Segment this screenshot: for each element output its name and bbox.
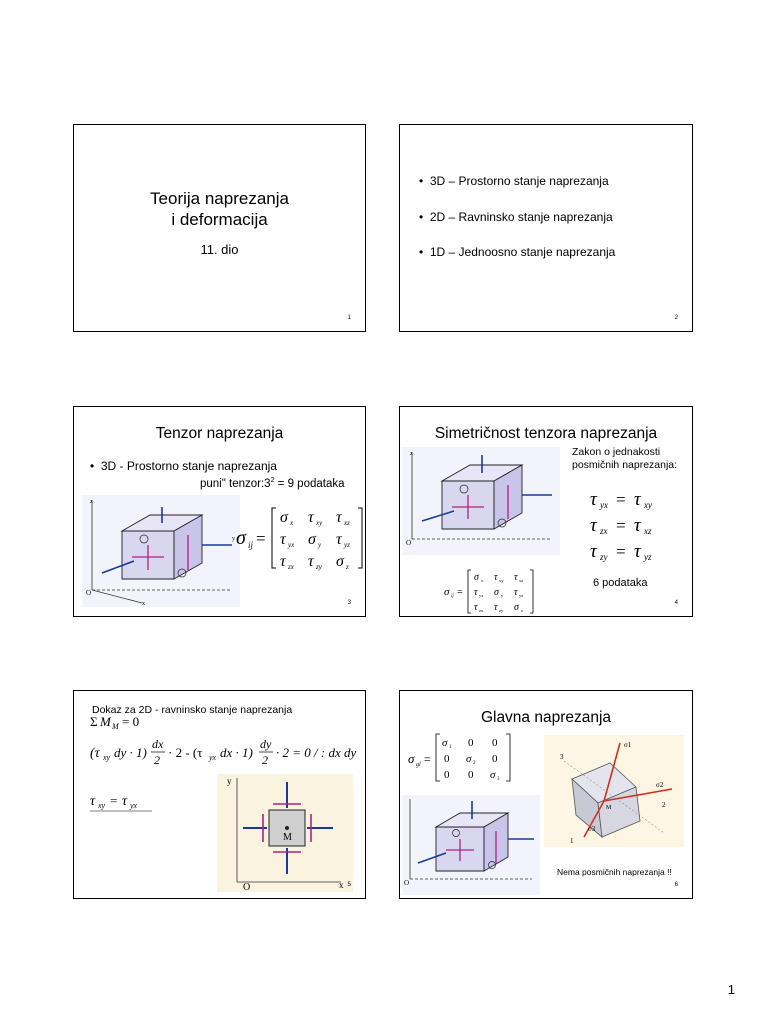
svg-text:σ: σ bbox=[442, 737, 448, 749]
slide-number: 3 bbox=[347, 600, 351, 606]
slide-5 bbox=[73, 690, 366, 899]
svg-text:xz: xz bbox=[519, 578, 524, 583]
slide-3-title: Tenzor naprezanja bbox=[155, 425, 284, 442]
svg-text:σ2: σ2 bbox=[656, 781, 664, 789]
svg-text:xz: xz bbox=[344, 519, 350, 527]
svg-text:Σ: Σ bbox=[90, 715, 98, 729]
svg-text:σ: σ bbox=[514, 602, 519, 613]
svg-text:xy: xy bbox=[98, 801, 106, 810]
slide-number: 5 bbox=[347, 882, 351, 888]
stress-cube-figure bbox=[402, 447, 560, 555]
slide-number: 4 bbox=[674, 600, 678, 606]
law-note bbox=[572, 446, 677, 472]
proof-header: Dokaz za 2D - ravninsko stanje naprezanja bbox=[92, 704, 293, 716]
svg-text:O: O bbox=[404, 879, 410, 887]
slide-number: 1 bbox=[347, 315, 351, 321]
exponent: 2 bbox=[270, 477, 275, 484]
data-count: 6 podataka bbox=[593, 577, 648, 589]
full-tensor-text: puni" tenzor:3 bbox=[200, 477, 271, 490]
svg-text:=: = bbox=[110, 793, 118, 808]
svg-text:=: = bbox=[424, 752, 431, 766]
bullet-1d: • 1D – Jednoosno stanje naprezanja bbox=[419, 245, 616, 259]
svg-text:σ: σ bbox=[408, 751, 415, 766]
slide-number: 2 bbox=[674, 315, 678, 321]
svg-text:2: 2 bbox=[154, 753, 160, 767]
svg-text:yz: yz bbox=[519, 593, 524, 598]
svg-text:= 0: = 0 bbox=[122, 715, 140, 729]
svg-text:τ: τ bbox=[494, 602, 498, 613]
svg-text:y: y bbox=[232, 536, 235, 542]
svg-text:yz: yz bbox=[644, 552, 652, 562]
svg-text:xy: xy bbox=[499, 578, 504, 583]
svg-text:τ: τ bbox=[122, 794, 128, 809]
principal-cube-figure bbox=[544, 735, 684, 847]
svg-text:τ: τ bbox=[336, 509, 342, 526]
svg-text:x: x bbox=[290, 519, 294, 527]
svg-text:x: x bbox=[339, 880, 344, 890]
svg-text:yx: yx bbox=[209, 753, 217, 762]
svg-text:0: 0 bbox=[492, 737, 498, 749]
svg-text:O: O bbox=[243, 882, 251, 892]
svg-text:ij: ij bbox=[451, 594, 454, 599]
svg-text:2: 2 bbox=[262, 753, 268, 767]
svg-text:τ: τ bbox=[494, 572, 498, 583]
bullet-3d: • 3D – Prostorno stanje naprezanja bbox=[419, 174, 609, 188]
svg-text:dx · 1): dx · 1) bbox=[220, 745, 253, 760]
title-line-2: i deformacija bbox=[171, 210, 268, 229]
svg-text:0: 0 bbox=[468, 769, 474, 781]
svg-text:zx: zx bbox=[288, 563, 294, 571]
svg-text:· 2 - (τ: · 2 - (τ bbox=[168, 745, 203, 760]
no-shear-caption: Nema posmičnih naprezanja !! bbox=[557, 867, 672, 877]
svg-text:ij: ij bbox=[248, 540, 254, 550]
svg-text:zy: zy bbox=[600, 552, 608, 562]
full-tensor-note bbox=[200, 477, 345, 490]
svg-text:τ: τ bbox=[634, 515, 641, 536]
svg-text:τ: τ bbox=[280, 531, 286, 548]
svg-text:0: 0 bbox=[444, 753, 450, 765]
page-number: 1 bbox=[727, 982, 735, 997]
svg-text:O: O bbox=[406, 539, 412, 547]
svg-text:yz: yz bbox=[344, 541, 350, 549]
svg-text:z: z bbox=[90, 499, 93, 505]
slide-2 bbox=[399, 124, 693, 332]
principal-stress-matrix bbox=[408, 731, 514, 783]
svg-text:y: y bbox=[227, 776, 232, 786]
svg-text:M: M bbox=[112, 722, 119, 731]
svg-text:x: x bbox=[142, 601, 145, 607]
stress-cube-figure bbox=[402, 795, 540, 895]
svg-text:yx: yx bbox=[479, 593, 484, 598]
svg-text:zx: zx bbox=[600, 526, 608, 536]
svg-text:O: O bbox=[86, 589, 92, 597]
stress-cube-figure bbox=[82, 495, 240, 607]
svg-text:σ: σ bbox=[444, 586, 450, 598]
bullet-2d-text: 2D – Ravninsko stanje naprezanja bbox=[429, 210, 613, 224]
svg-text:xy: xy bbox=[316, 519, 323, 527]
svg-text:M: M bbox=[606, 805, 612, 811]
slide-3 bbox=[73, 406, 366, 617]
symmetry-equations bbox=[588, 485, 678, 571]
svg-text:τ: τ bbox=[514, 587, 518, 598]
svg-text:dx: dx bbox=[152, 737, 164, 751]
svg-text:zy: zy bbox=[316, 563, 322, 571]
bullet-3d-text: 3D – Prostorno stanje naprezanja bbox=[429, 174, 609, 188]
svg-text:σ: σ bbox=[308, 531, 316, 548]
bullet-3d-text: 3D - Prostorno stanje naprezanja bbox=[100, 459, 277, 473]
svg-text:dy · 1): dy · 1) bbox=[114, 745, 147, 760]
slide-6-title: Glavna naprezanja bbox=[480, 709, 612, 726]
svg-text:σ: σ bbox=[236, 527, 246, 549]
svg-text:xy: xy bbox=[644, 500, 652, 510]
stress-tensor-matrix bbox=[234, 502, 364, 574]
title-line-1: Teorija naprezanja bbox=[150, 189, 289, 208]
plane-stress-element-figure bbox=[217, 774, 353, 892]
svg-text:=: = bbox=[256, 529, 266, 548]
svg-text:M: M bbox=[100, 715, 111, 729]
svg-text:2: 2 bbox=[473, 761, 476, 766]
svg-text:z: z bbox=[521, 608, 523, 613]
svg-text:2: 2 bbox=[662, 801, 666, 809]
svg-text:1: 1 bbox=[449, 745, 452, 750]
slide-1-title bbox=[74, 188, 365, 230]
svg-text:0: 0 bbox=[468, 737, 474, 749]
svg-text:dy: dy bbox=[260, 737, 272, 751]
svg-text:3: 3 bbox=[497, 777, 500, 782]
svg-text:σ: σ bbox=[336, 553, 344, 570]
data-count: = 9 podataka bbox=[274, 477, 345, 490]
svg-text:τ: τ bbox=[336, 531, 342, 548]
svg-text:τ: τ bbox=[90, 794, 96, 809]
slide-number: 6 bbox=[674, 882, 678, 888]
svg-text:z: z bbox=[410, 451, 413, 457]
svg-text:(τ: (τ bbox=[90, 746, 100, 761]
svg-text:xy: xy bbox=[103, 753, 111, 762]
svg-text:τ: τ bbox=[590, 489, 597, 510]
svg-text:σ: σ bbox=[280, 509, 288, 526]
svg-text:τ: τ bbox=[634, 489, 641, 510]
svg-text:=: = bbox=[616, 542, 626, 561]
svg-text:· 2 = 0 / : dx dy: · 2 = 0 / : dx dy bbox=[276, 745, 357, 760]
svg-text:τ: τ bbox=[308, 509, 314, 526]
law-note-line-2: posmičnih naprezanja: bbox=[572, 459, 678, 471]
bullet-1d-text: 1D – Jednoosno stanje naprezanja bbox=[429, 245, 616, 259]
svg-text:y: y bbox=[318, 541, 322, 549]
svg-text:yx: yx bbox=[288, 541, 295, 549]
symmetric-tensor-matrix bbox=[444, 567, 536, 615]
svg-text:M: M bbox=[283, 832, 292, 843]
svg-text:τ: τ bbox=[280, 553, 286, 570]
slide-1 bbox=[73, 124, 366, 332]
svg-text:τ: τ bbox=[474, 587, 478, 598]
svg-text:τ: τ bbox=[590, 541, 597, 562]
slide-4 bbox=[399, 406, 693, 617]
bullet-2d: • 2D – Ravninsko stanje naprezanja bbox=[419, 210, 613, 224]
svg-text:1: 1 bbox=[570, 837, 574, 845]
svg-text:yx: yx bbox=[130, 801, 138, 810]
svg-text:z: z bbox=[346, 563, 349, 571]
svg-text:yx: yx bbox=[600, 500, 608, 510]
svg-text:τ: τ bbox=[308, 553, 314, 570]
svg-text:τ: τ bbox=[634, 541, 641, 562]
svg-text:0: 0 bbox=[444, 769, 450, 781]
svg-text:0: 0 bbox=[492, 753, 498, 765]
svg-text:=: = bbox=[457, 587, 463, 598]
svg-text:τ: τ bbox=[514, 572, 518, 583]
svg-text:σ: σ bbox=[494, 587, 499, 598]
svg-text:=: = bbox=[616, 490, 626, 509]
svg-text:x: x bbox=[481, 578, 484, 583]
svg-text:xz: xz bbox=[644, 526, 652, 536]
bullet-3d: • 3D - Prostorno stanje naprezanja bbox=[90, 459, 277, 473]
svg-text:zy: zy bbox=[499, 608, 504, 613]
svg-text:σ3: σ3 bbox=[588, 825, 596, 833]
slide-6 bbox=[399, 690, 693, 899]
svg-text:y: y bbox=[501, 593, 504, 598]
svg-text:σ: σ bbox=[466, 753, 472, 765]
svg-text:τ: τ bbox=[590, 515, 597, 536]
slide-4-title: Simetričnost tenzora naprezanja bbox=[434, 425, 658, 442]
svg-text:σ: σ bbox=[490, 769, 496, 781]
svg-text:σ1: σ1 bbox=[624, 741, 632, 749]
svg-text:τ: τ bbox=[474, 602, 478, 613]
svg-text:zx: zx bbox=[479, 608, 484, 613]
slide-1-subtitle: 11. dio bbox=[200, 242, 239, 257]
law-note-line-1: Zakon o jednakosti bbox=[572, 446, 661, 458]
svg-text:=: = bbox=[616, 516, 626, 535]
svg-text:3: 3 bbox=[560, 753, 564, 761]
svg-text:gl: gl bbox=[416, 762, 421, 768]
svg-text:σ: σ bbox=[474, 572, 479, 583]
